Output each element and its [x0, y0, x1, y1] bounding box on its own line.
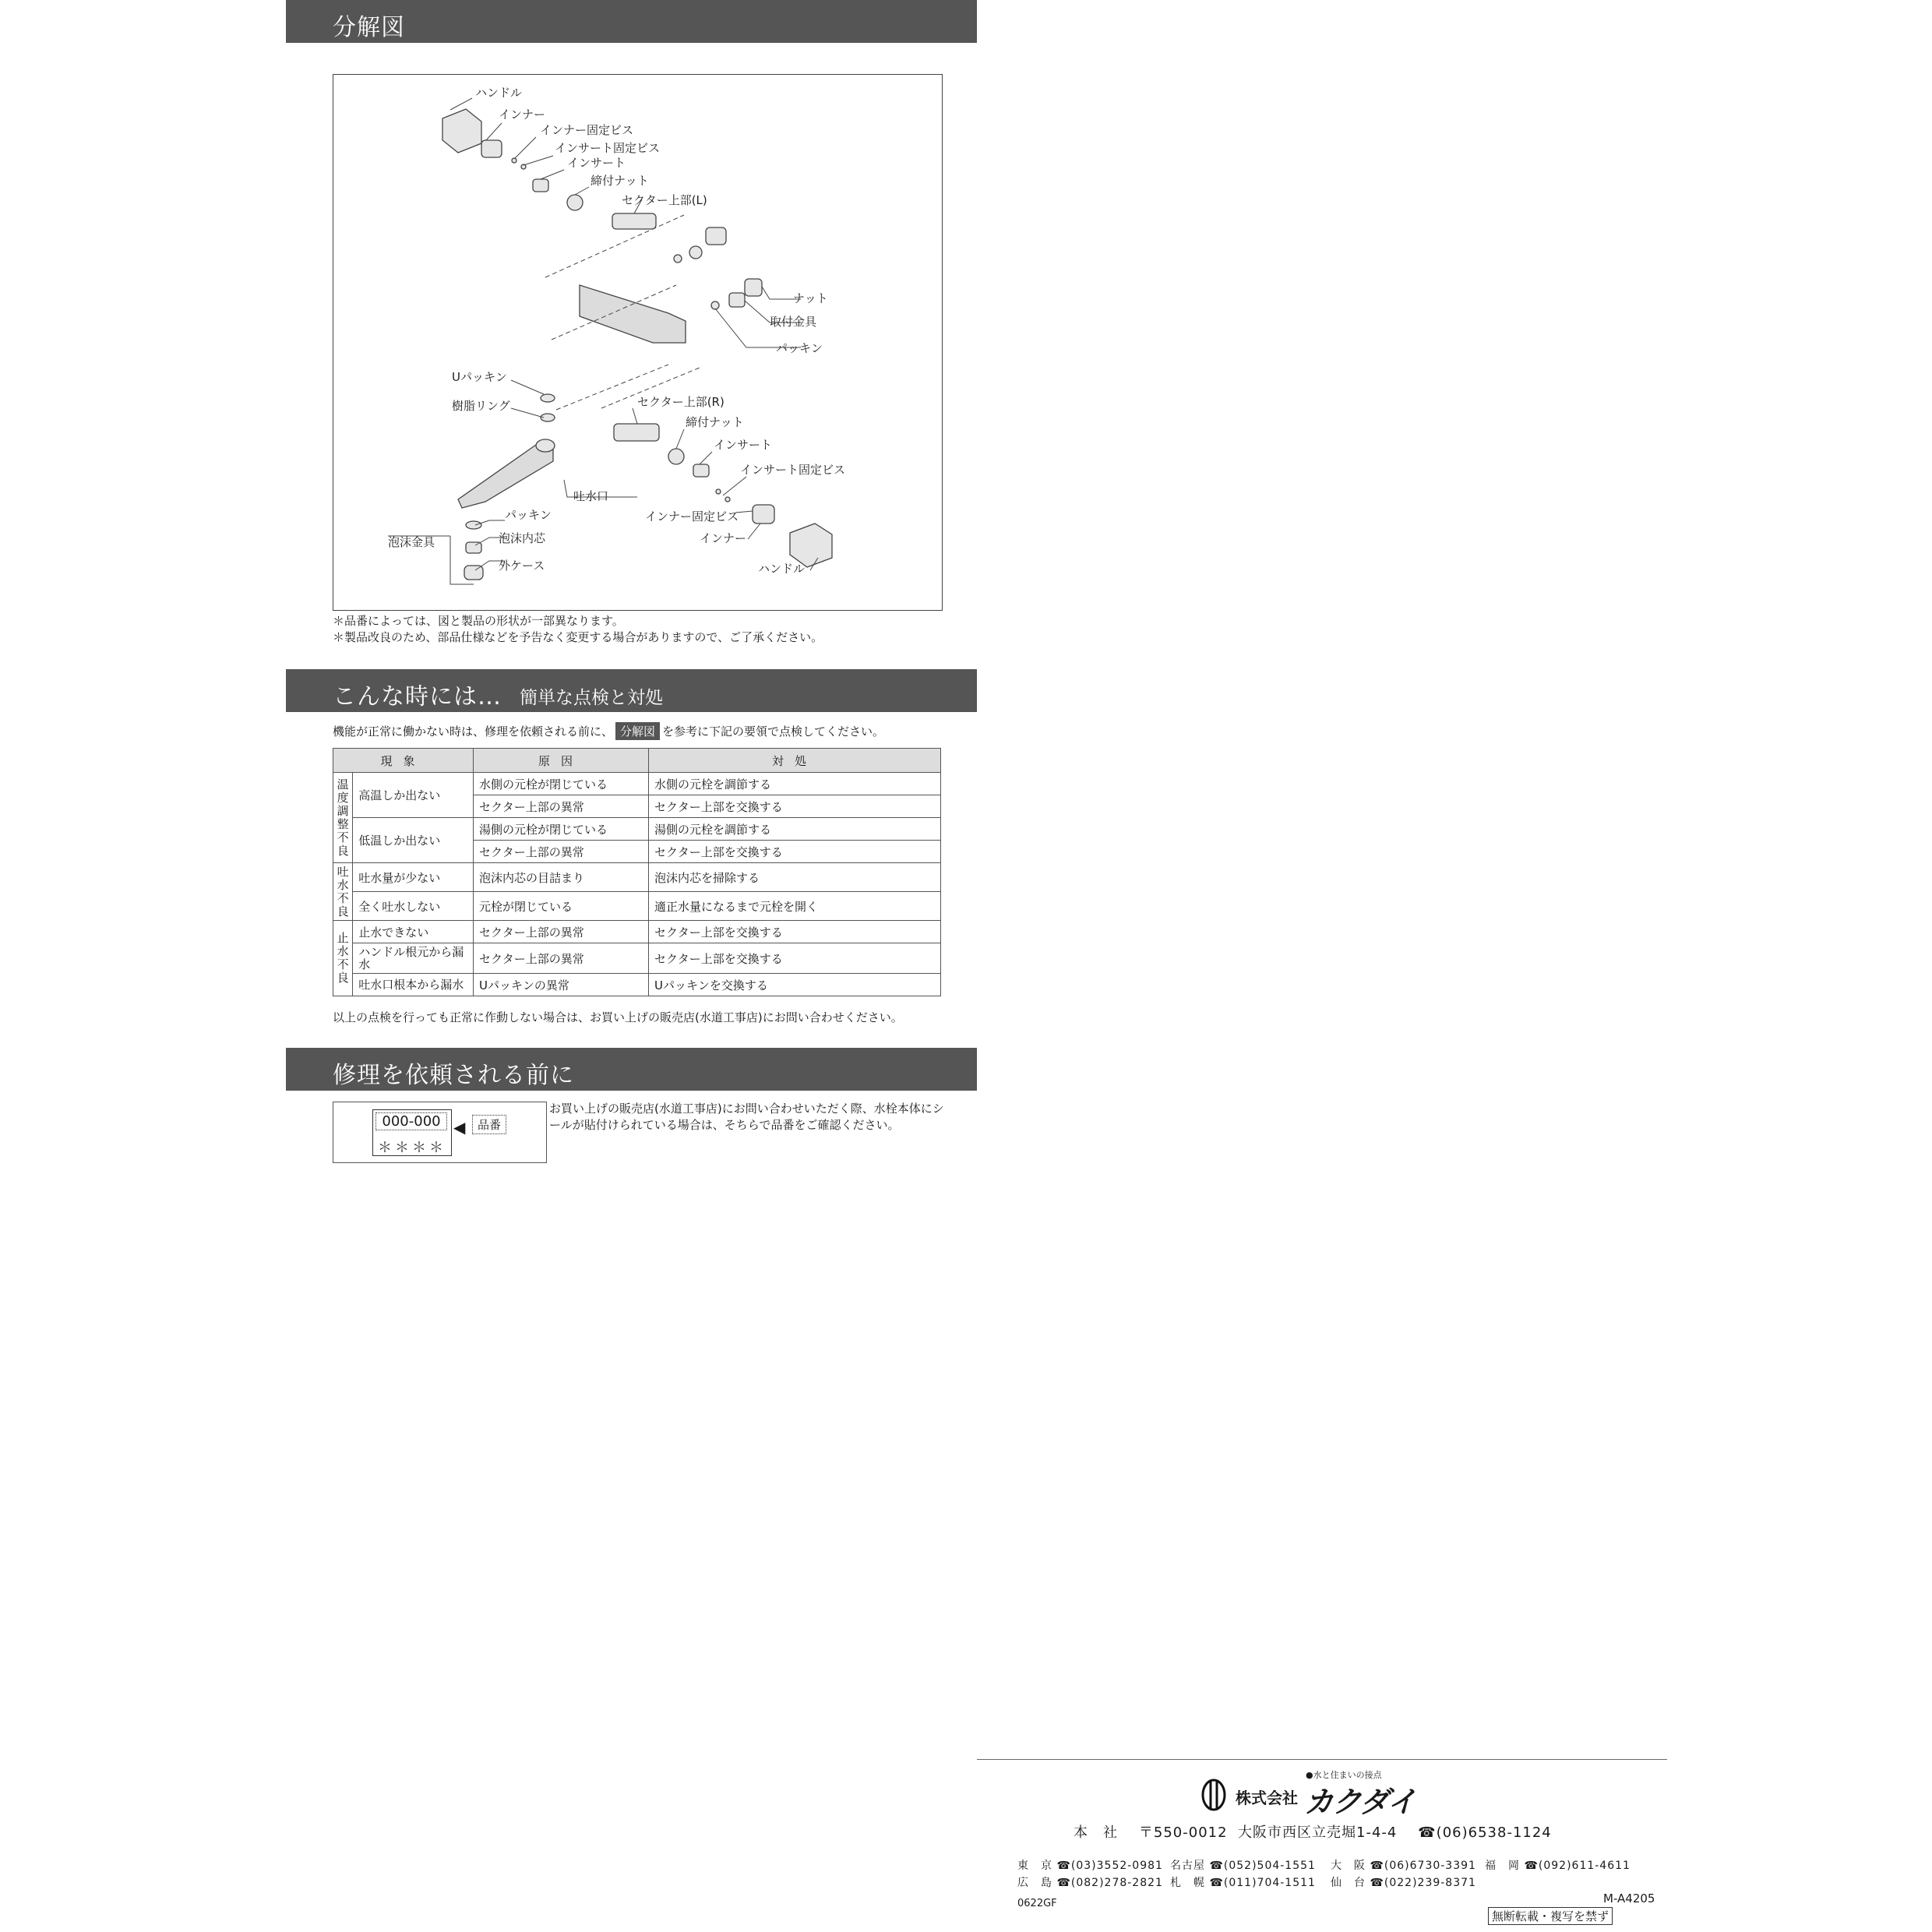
label-fitting: 取付金具: [770, 315, 817, 329]
branch-tokyo: 東 京 ☎(03)3552-0981: [1017, 1860, 1163, 1872]
label-sector-left: セクター上部(L): [622, 193, 707, 207]
copyright-notice: 無断転載・複写を禁ず: [1488, 1907, 1613, 1925]
action-cell: セクター上部を交換する: [649, 921, 941, 943]
company-prefix: 株式会社: [1236, 1789, 1298, 1807]
label-insert-screw-left: インサート固定ビス: [555, 141, 661, 155]
cause-cell: Uパッキンの異常: [474, 974, 649, 996]
product-seal: [372, 1109, 452, 1156]
table-footnote: 以上の点検を行っても正常に作動しない場合は、お買い上げの販売店(水道工事店)にお問い合わせください。: [333, 1010, 903, 1024]
symptom-cell: 高温しか出ない: [353, 773, 474, 818]
hq-address: 大阪市西区立売堀1-4-4: [1238, 1824, 1398, 1841]
product-label-illustration: [333, 1102, 547, 1163]
table-row: [333, 921, 941, 943]
label-spout: 吐水口: [573, 489, 609, 503]
seal-number: 000-000: [375, 1112, 447, 1130]
intro-text: [333, 722, 884, 740]
action-cell: 泡沫内芯を掃除する: [649, 863, 941, 892]
cause-cell: セクター上部の異常: [474, 841, 649, 863]
branch-hiroshima: 広 島 ☎(082)278-2821: [1017, 1877, 1163, 1889]
hq-label: 本 社: [1074, 1824, 1118, 1841]
faucet-body-part: [580, 285, 686, 343]
group-temperature: 温度調整不良: [333, 773, 353, 863]
label-resin-ring: 樹脂リング: [452, 399, 510, 413]
model-code: M-A4205: [1603, 1891, 1655, 1906]
kakudai-logo-icon: [1197, 1778, 1231, 1812]
hq-tel: ☎(06)6538-1124: [1418, 1824, 1552, 1841]
label-outer-case: 外ケース: [499, 559, 545, 573]
label-nut: ナット: [793, 291, 828, 305]
section-header-trouble: [286, 669, 977, 712]
sector-right-part: [614, 424, 659, 441]
cause-cell: 元栓が閉じている: [474, 892, 649, 921]
branch-fukuoka: 福 岡 ☎(092)611-4611: [1485, 1860, 1631, 1872]
table-row: [333, 892, 941, 921]
table-header: 原因: [474, 749, 649, 773]
label-u-packing: Uパッキン: [452, 370, 507, 384]
action-cell: 湯側の元栓を調節する: [649, 818, 941, 841]
action-cell: 水側の元栓を調節する: [649, 773, 941, 795]
cause-cell: 泡沫内芯の目詰まり: [474, 863, 649, 892]
action-cell: セクター上部を交換する: [649, 943, 941, 974]
branch-sendai: 仙 台 ☎(022)239-8371: [1331, 1877, 1476, 1889]
cause-cell: セクター上部の異常: [474, 921, 649, 943]
model-number-pointer: 品番: [472, 1115, 506, 1134]
label-packing-spout: パッキン: [505, 508, 552, 522]
label-inner-right: インナー: [700, 531, 747, 545]
table-row: [333, 773, 941, 795]
repair-instructions: お買い上げの販売店(水道工事店)にお問い合わせいただく際、水栓本体にシールが貼付けられている場合は、そちらで品番をご確認ください。: [549, 1102, 944, 1132]
table-header: 現象: [333, 749, 474, 773]
table-header: 対処: [649, 749, 941, 773]
branch-osaka: 大 阪 ☎(06)6730-3391: [1331, 1860, 1476, 1872]
symptom-cell: 止水できない: [353, 921, 474, 943]
sector-left-part: [612, 213, 656, 229]
table-row: [333, 974, 941, 996]
branch-nagoya: 名古屋 ☎(052)504-1551: [1170, 1860, 1316, 1872]
note-spec-change: ＊製品改良のため、部品仕様などを予告なく変更する場合がありますので、ご了承ください。: [333, 630, 823, 644]
table-header-row: [333, 749, 941, 773]
symptom-cell: 全く吐水しない: [353, 892, 474, 921]
label-insert-right: インサート: [714, 438, 773, 452]
intro-chip: 分解図: [615, 722, 660, 740]
label-handle-right: ハンドル: [758, 562, 806, 576]
label-handle-left: ハンドル: [475, 86, 523, 100]
group-spout: 吐水不良: [333, 863, 353, 921]
section-title: 分解図: [333, 14, 405, 41]
action-cell: セクター上部を交換する: [649, 795, 941, 818]
section-title: こんな時には…: [333, 683, 502, 710]
cause-cell: 水側の元栓が閉じている: [474, 773, 649, 795]
branch-sapporo: 札 幌 ☎(011)704-1511: [1170, 1877, 1316, 1889]
symptom-cell: 低温しか出ない: [353, 818, 474, 863]
label-inner-screw-left: インナー固定ビス: [540, 123, 634, 137]
head-office: [1074, 1821, 1552, 1842]
section-header-repair: [286, 1048, 977, 1091]
label-insert-left: インサート: [567, 156, 626, 170]
cause-cell: セクター上部の異常: [474, 943, 649, 974]
symptom-cell: 吐水量が少ない: [353, 863, 474, 892]
symptom-cell: 吐水口根本から漏水: [353, 974, 474, 996]
troubleshooting-table: [333, 748, 941, 996]
intro-before: 機能が正常に働かない時は、修理を依頼される前に、: [333, 724, 614, 739]
tighten-nut-left-part: [567, 195, 583, 210]
action-cell: Uパッキンを交換する: [649, 974, 941, 996]
section-header-exploded: [286, 0, 977, 43]
arrow-left-icon: ◀: [453, 1118, 466, 1137]
section-title: 修理を依頼される前に: [333, 1062, 574, 1089]
action-cell: 適正水量になるまで元栓を開く: [649, 892, 941, 921]
hq-postal: 〒550-0012: [1138, 1824, 1228, 1841]
handle-right-part: [790, 524, 832, 567]
document-code: 0622GF: [1017, 1898, 1057, 1909]
action-cell: セクター上部を交換する: [649, 841, 941, 863]
label-foam-fitting: 泡沫金具: [388, 535, 435, 549]
intro-after: を参考に下記の要領で点検してください。: [662, 724, 885, 739]
exploded-diagram-svg: [333, 75, 942, 610]
table-row: [333, 943, 941, 974]
label-inner-screw-right: インナー固定ビス: [645, 509, 739, 524]
label-packing-body: パッキン: [776, 341, 823, 355]
spout-part: [458, 445, 553, 508]
company-tagline: ●水と住まいの接点: [1306, 1770, 1382, 1780]
label-insert-screw-right: インサート固定ビス: [740, 463, 846, 477]
label-sector-right: セクター上部(R): [637, 395, 724, 409]
inner-left-part: [481, 140, 502, 157]
company-name: カクダイ: [1304, 1785, 1416, 1819]
footer-divider: [977, 1759, 1667, 1760]
handle-left-part: [442, 109, 481, 153]
cause-cell: 湯側の元栓が閉じている: [474, 818, 649, 841]
symptom-cell: ハンドル根元から漏水: [353, 943, 474, 974]
exploded-diagram: [333, 74, 943, 611]
label-foam-core: 泡沫内芯: [499, 531, 546, 545]
table-row: [333, 863, 941, 892]
label-tighten-nut-left: 締付ナット: [591, 174, 649, 188]
label-inner-left: インナー: [499, 108, 546, 122]
label-tighten-nut-right: 締付ナット: [686, 415, 744, 429]
seal-stars: ＊＊＊＊: [378, 1140, 446, 1156]
group-stop: 止水不良: [333, 921, 353, 996]
insert-left-part: [533, 179, 548, 192]
table-row: [333, 818, 941, 841]
section-subtitle: 簡単な点検と対処: [520, 688, 663, 708]
note-shape-difference: ＊品番によっては、図と製品の形状が一部異なります。: [333, 614, 624, 628]
cause-cell: セクター上部の異常: [474, 795, 649, 818]
